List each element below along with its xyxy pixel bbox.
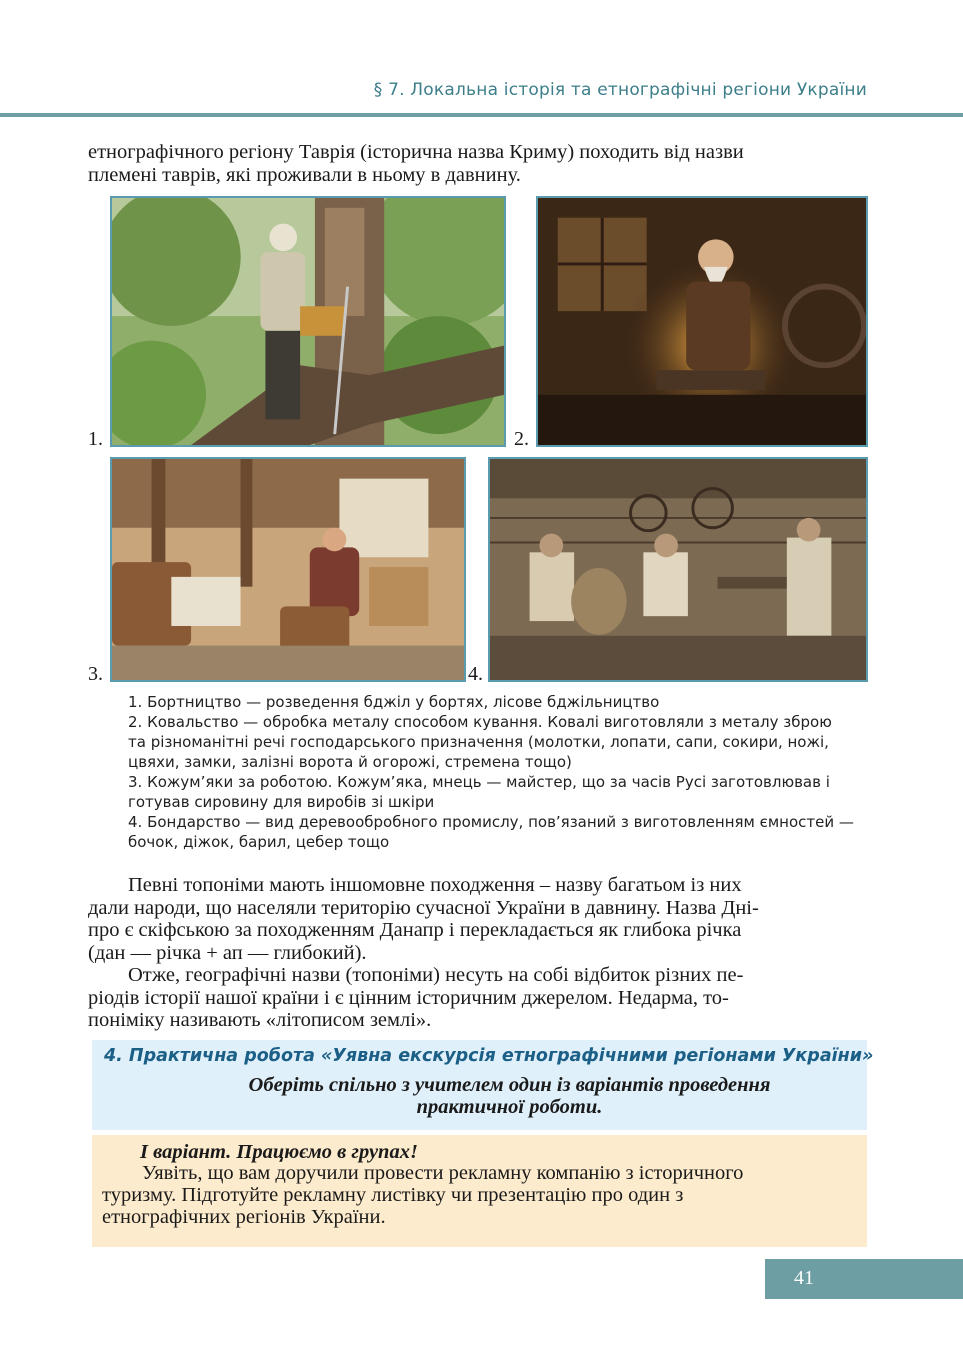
practical-task-subtitle-line: практичної роботи.	[416, 1096, 603, 1118]
page-number: 41	[794, 1267, 814, 1289]
caption-line: 4. Бондарство — вид деревообробного промислу, пов’язаний з виготовленням ємностей —	[128, 813, 854, 831]
variant-one-text	[102, 1162, 857, 1228]
intro-line: етнографічного регіону Таврія (історична назва Криму) походить від назви	[88, 141, 744, 163]
body-line: Отже, географічні назви (топоніми) несуть на собі відбиток різних пе-	[128, 964, 744, 986]
photo-blacksmith	[536, 196, 868, 447]
practical-task-subtitle	[162, 1074, 857, 1118]
caption-line: 3. Кожум’яки за роботою. Кожум’яка, мнець — майстер, що за часів Русі заготовлював і	[128, 773, 830, 791]
caption-line: готував сировину для виробів зі шкіри	[128, 793, 435, 811]
practical-task-box	[92, 1040, 874, 1130]
photo-tanners	[110, 457, 466, 682]
body-line: (дан — річка + ап — глибокий).	[88, 941, 367, 964]
photo-number-1: 1.	[88, 428, 103, 450]
caption-line: та різноманітні речі господарського призначення (молотки, лопати, сапи, сокири, ножі,	[128, 733, 829, 751]
section-header-title: § 7. Локальна історія та етнографічні регіони України	[373, 80, 867, 100]
intro-line: племені таврів, які проживали в ньому в давнину.	[88, 163, 521, 186]
body-line: дали народи, що населяли територію сучасної України в давнину. Назва Дні-	[88, 896, 759, 919]
caption-line: бочок, діжок, барил, цебер тощо	[128, 833, 390, 851]
photo-captions	[128, 692, 868, 852]
variant-one-title: І варіант. Працюємо в групах!	[140, 1141, 418, 1163]
body-line: ріодів історії нашої країни і є цінним історичним джерелом. Недарма, то-	[88, 986, 729, 1009]
intro-paragraph	[88, 141, 867, 186]
photo-coopers	[488, 457, 868, 682]
body-line: про є скіфською за походженням Данапр і перекладається як глибока річка	[88, 919, 742, 941]
body-paragraph	[88, 964, 867, 1032]
photo-number-4: 4.	[468, 663, 483, 685]
caption-line: 1. Бортництво — розведення бджіл у бортях, лісове бджільництво	[128, 693, 660, 711]
variant-line: туризму. Підготуйте рекламну листівку чи презентацію про один з	[102, 1184, 684, 1206]
body-line: поніміку називають «літописом землі».	[88, 1009, 432, 1031]
variant-line: Уявіть, що вам доручили провести рекламну компанію з історичного	[142, 1162, 744, 1184]
caption-line: цвяхи, замки, залізні ворота й огорожі, стремена тощо)	[128, 753, 572, 771]
body-line: Певні топоніми мають іншомовне походження – назву багатьом із них	[128, 874, 742, 896]
photo-number-2: 2.	[514, 428, 529, 450]
practical-task-title: 4. Практична робота «Уявна екскурсія етнографічними регіонами України»	[104, 1046, 874, 1066]
variant-one-box	[92, 1135, 867, 1247]
variant-line: етнографічних регіонів України.	[102, 1206, 386, 1228]
body-paragraph	[88, 874, 867, 964]
page-number-badge	[765, 1259, 963, 1299]
photo-number-3: 3.	[88, 663, 103, 685]
photo-beekeeper	[110, 196, 506, 447]
caption-line: 2. Ковальство — обробка металу способом кування. Ковалі виготовляли з металу зброю	[128, 713, 832, 731]
practical-task-subtitle-line: Оберіть спільно з учителем один із варіантів проведення	[248, 1074, 771, 1096]
header-divider	[0, 113, 963, 117]
